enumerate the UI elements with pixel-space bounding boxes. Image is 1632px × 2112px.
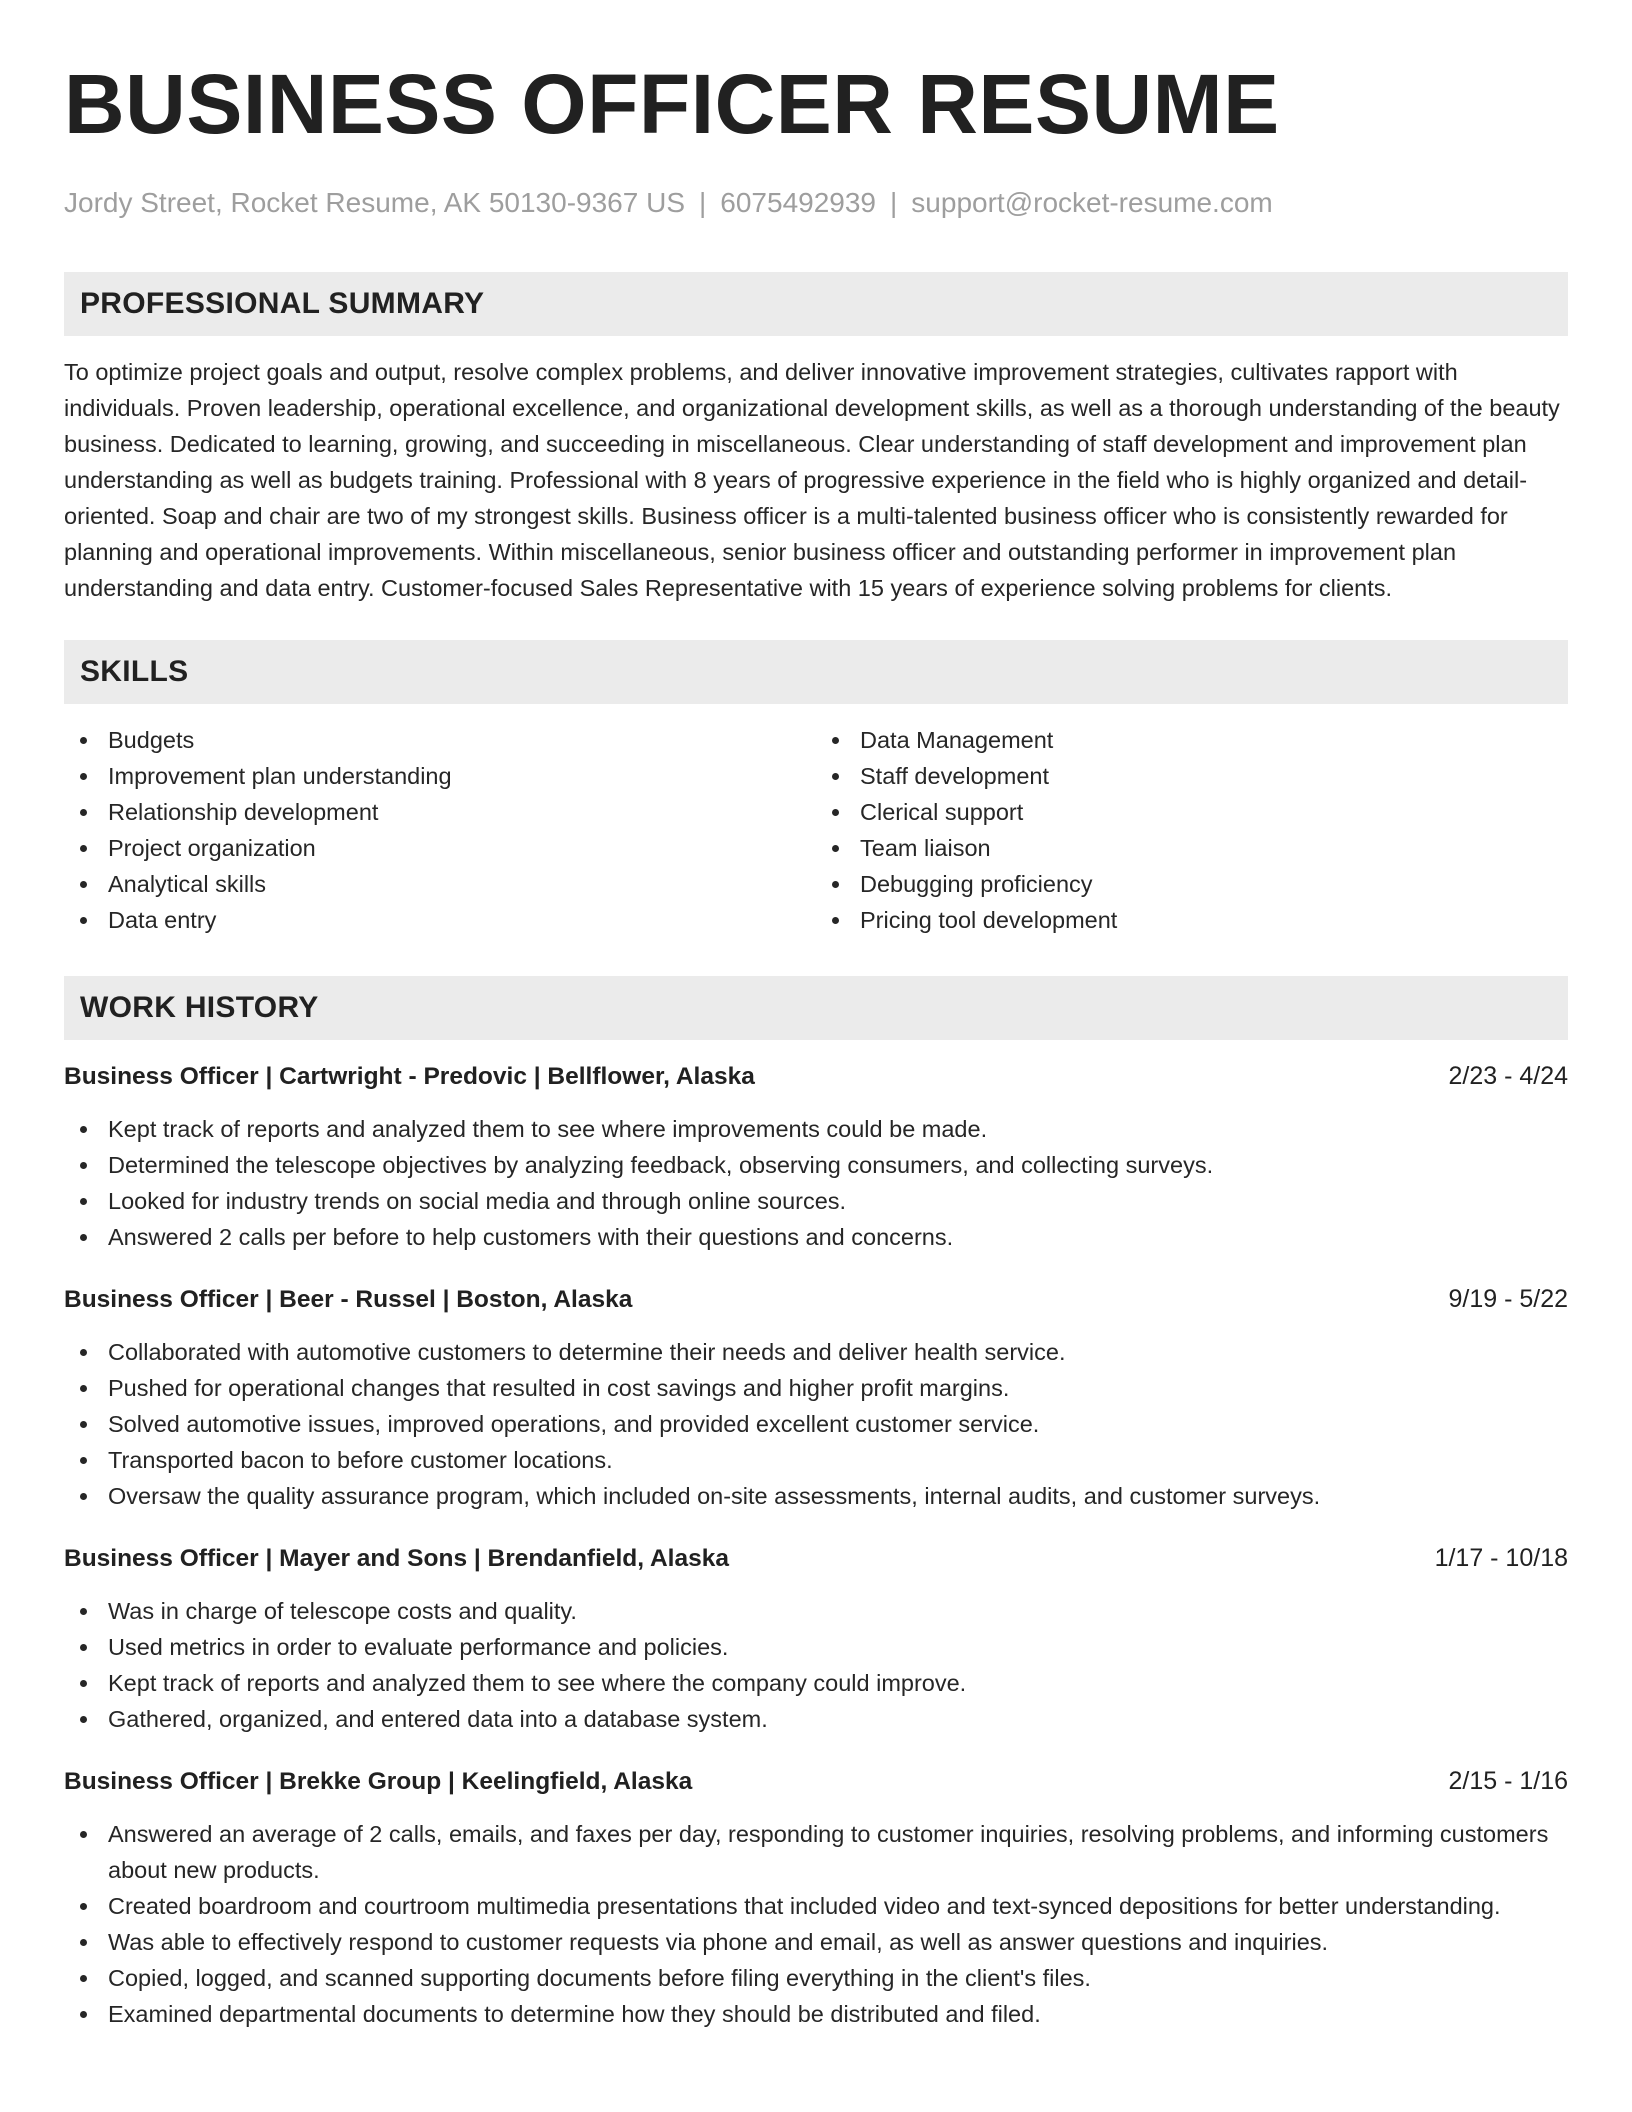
skill-item: Data Management — [816, 722, 1568, 758]
job-header — [64, 1281, 1568, 1318]
skill-item: Budgets — [64, 722, 816, 758]
resume-title: BUSINESS OFFICER RESUME — [64, 57, 1280, 151]
job-bullet: Oversaw the quality assurance program, which included on-site assessments, internal audits, and customer surveys. — [64, 1478, 1568, 1514]
job-bullet: Used metrics in order to evaluate performance and policies. — [64, 1629, 1568, 1665]
job-bullet: Answered 2 calls per before to help customers with their questions and concerns. — [64, 1219, 1568, 1255]
job-title: Business Officer | Cartwright - Predovic | Bellflower, Alaska — [64, 1063, 755, 1090]
skill-item: Analytical skills — [64, 866, 816, 902]
skill-item: Staff development — [816, 758, 1568, 794]
job-entry — [64, 1763, 1568, 2032]
contact-separator: | — [890, 187, 898, 218]
skill-item: Improvement plan understanding — [64, 758, 816, 794]
contact-phone: 6075492939 — [720, 187, 877, 218]
job-dates: 9/19 - 5/22 — [1448, 1285, 1568, 1313]
job-dates: 2/15 - 1/16 — [1448, 1767, 1568, 1795]
section-title: WORK HISTORY — [80, 991, 319, 1024]
skill-item: Relationship development — [64, 794, 816, 830]
section-title: PROFESSIONAL SUMMARY — [80, 287, 485, 320]
job-title: Business Officer | Beer - Russel | Boston, Alaska — [64, 1286, 633, 1313]
job-entry — [64, 1058, 1568, 1255]
skill-item: Clerical support — [816, 794, 1568, 830]
job-header — [64, 1763, 1568, 1800]
job-bullet: Gathered, organized, and entered data into a database system. — [64, 1701, 1568, 1737]
section-header-skills — [64, 640, 1568, 704]
job-bullet: Was able to effectively respond to customer requests via phone and email, as well as answer questions and inquiries. — [64, 1924, 1568, 1960]
job-bullet: Determined the telescope objectives by analyzing feedback, observing consumers, and collecting surveys. — [64, 1147, 1568, 1183]
job-bullet: Was in charge of telescope costs and quality. — [64, 1593, 1568, 1629]
section-title: SKILLS — [80, 655, 189, 688]
skills-list — [64, 722, 1568, 938]
contact-separator: | — [699, 187, 707, 218]
job-bullet: Transported bacon to before customer locations. — [64, 1442, 1568, 1478]
skill-item: Team liaison — [816, 830, 1568, 866]
skill-item: Pricing tool development — [816, 902, 1568, 938]
job-entry — [64, 1540, 1568, 1737]
job-bullet: Collaborated with automotive customers to determine their needs and deliver health service. — [64, 1334, 1568, 1370]
section-header-work-history — [64, 976, 1568, 1040]
contact-address: Jordy Street, Rocket Resume, AK 50130-9367 US — [64, 187, 685, 218]
job-dates: 2/23 - 4/24 — [1448, 1062, 1568, 1090]
job-bullet: Solved automotive issues, improved operations, and provided excellent customer service. — [64, 1406, 1568, 1442]
job-bullet: Copied, logged, and scanned supporting documents before filing everything in the client's files. — [64, 1960, 1568, 1996]
job-bullet: Kept track of reports and analyzed them to see where the company could improve. — [64, 1665, 1568, 1701]
job-bullet: Looked for industry trends on social media and through online sources. — [64, 1183, 1568, 1219]
job-bullets — [64, 1816, 1568, 2032]
skill-item: Project organization — [64, 830, 816, 866]
section-header-summary — [64, 272, 1568, 336]
job-bullets — [64, 1334, 1568, 1514]
summary-text: To optimize project goals and output, resolve complex problems, and deliver innovative improvement strategies, cultivates rapport with individuals. Proven leadership, operational excellence, and organizational development skills, as well as a thorough understanding of the beauty business. Dedicated to learning, growing, and succeeding in miscellaneous. Clear understanding of staff development and improvement plan understanding as well as budgets training. Professional with 8 years of progressive experience in the field who is highly organized and detail-oriented. Soap and chair are two of my strongest skills. Business officer is a multi-talented business officer who is consistently rewarded for planning and operational improvements. Within miscellaneous, senior business officer and outstanding performer in improvement plan understanding and data entry. Customer-focused Sales Representative with 15 years of experience solving problems for clients. — [64, 359, 1560, 601]
job-bullet: Pushed for operational changes that resulted in cost savings and higher profit margins. — [64, 1370, 1568, 1406]
job-header — [64, 1540, 1568, 1577]
job-dates: 1/17 - 10/18 — [1434, 1544, 1568, 1572]
contact-line — [64, 186, 1568, 220]
skills-column-right — [816, 722, 1568, 938]
job-bullet: Answered an average of 2 calls, emails, and faxes per day, responding to customer inquiries, resolving problems, and informing customers about new products. — [64, 1816, 1568, 1888]
job-title: Business Officer | Brekke Group | Keelingfield, Alaska — [64, 1768, 693, 1795]
skills-column-left — [64, 722, 816, 938]
job-title: Business Officer | Mayer and Sons | Brendanfield, Alaska — [64, 1545, 729, 1572]
skill-item: Debugging proficiency — [816, 866, 1568, 902]
job-entry — [64, 1281, 1568, 1514]
job-bullet: Kept track of reports and analyzed them to see where improvements could be made. — [64, 1111, 1568, 1147]
contact-email: support@rocket-resume.com — [911, 187, 1273, 218]
skill-item: Data entry — [64, 902, 816, 938]
job-bullets — [64, 1593, 1568, 1737]
job-bullet: Created boardroom and courtroom multimedia presentations that included video and text-synced depositions for better understanding. — [64, 1888, 1568, 1924]
job-bullets — [64, 1111, 1568, 1255]
job-header — [64, 1058, 1568, 1095]
job-bullet: Examined departmental documents to determine how they should be distributed and filed. — [64, 1996, 1568, 2032]
